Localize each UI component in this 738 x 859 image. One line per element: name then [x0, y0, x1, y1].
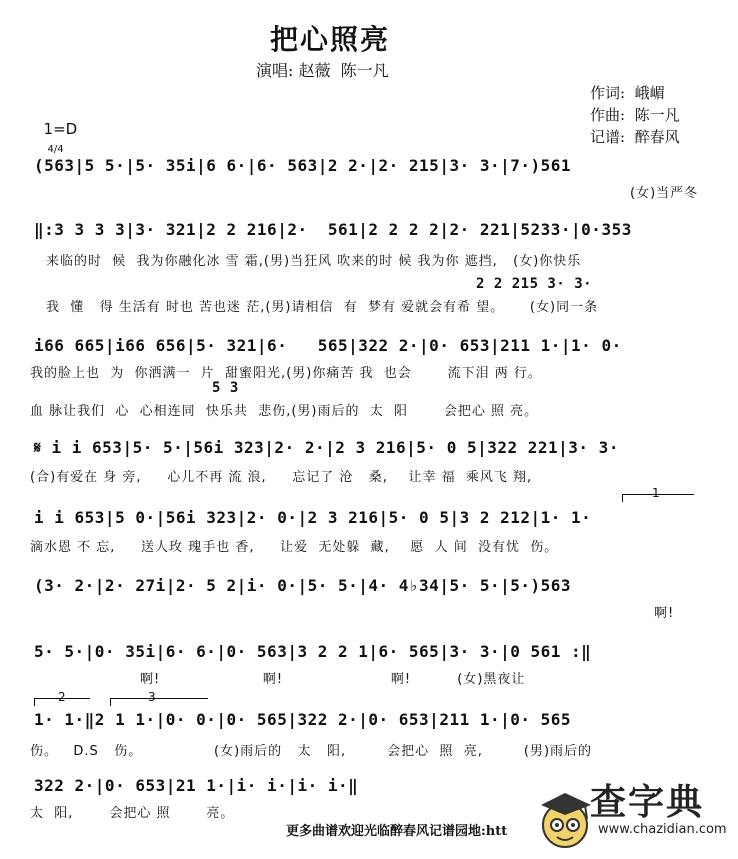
key-label: 1=D [43, 120, 78, 138]
watermark-text: 查字典 [590, 782, 705, 823]
first-ending-label: 1 [652, 486, 660, 500]
time-signature: 4/4 [47, 144, 64, 155]
notes-row: i66 665|i66 656|5· 321|6· 565|322 2·|0· 653|211 1·|1· 0· [34, 336, 622, 355]
third-ending-bracket [110, 698, 208, 699]
mascot-icon [535, 785, 597, 855]
lyrics-row: 啊! 啊! 啊! (女)黑夜让 [140, 672, 526, 687]
key-signature [34, 102, 77, 156]
lyrics-row: 伤。 D.S 伤。 (女)雨后的 太 阳, 会把心 照 亮, (男)雨后的 [30, 744, 593, 759]
notes-row: i i 653|5 0·|56i 323|2· 0·|2 3 216|5· 0 5|3 2 212|1· 1· [34, 508, 592, 527]
lyrics-row: (合)有爱在 身 旁, 心儿不再 流 浪, 忘记了 沧 桑, 让幸 福 乘风飞 翔, [30, 470, 533, 485]
transcriber-credit: 记谱: 醉春风 [590, 128, 680, 146]
lyricist-credit: 作词: 峨嵋 [590, 84, 665, 102]
notes-row: (3· 2·|2· 27i|2· 5 2|i· 0·|5· 5·|4· 4♭34|5· 5·|5·)563 [34, 576, 572, 595]
lyrics-row: 血 脉让我们 心 心相连同 快乐共 悲伤,(男)雨后的 太 阳 会把心 照 亮。 [30, 404, 539, 419]
singers-line: 演唱: 赵薇 陈一凡 [256, 61, 389, 80]
third-ending-tick [110, 698, 111, 706]
lyrics-row: 啊! [654, 606, 675, 621]
notes-row: 5 3 [212, 380, 239, 396]
notes-row: 𝄋 i i 653|5· 5·|56i 323|2· 2·|2 3 216|5· 0 5|322 221|3· 3· [34, 438, 619, 457]
notes-row: 5· 5·|0· 35i|6· 6·|0· 563|3 2 2 1|6· 565|3· 3·|0 561 :‖ [34, 642, 592, 661]
third-ending-label: 3 [148, 690, 156, 704]
watermark-url: www.chazidian.com [598, 822, 727, 837]
first-ending-tick [622, 494, 623, 502]
second-ending-tick [34, 698, 35, 706]
lyrics-row: 我的脸上也 为 你洒满一 片 甜蜜阳光,(男)你痛苦 我 也会 流下泪 两 行。 [30, 366, 542, 381]
notes-row: 1· 1·‖2 1 1·|0· 0·|0· 565|322 2·|0· 653|211 1·|0· 565 [34, 710, 572, 729]
notes-row: 2 2 215 3· 3· [476, 276, 593, 292]
song-title: 把心照亮 [270, 23, 391, 56]
footer-text: 更多曲谱欢迎光临醉春风记谱园地:htt [286, 824, 508, 839]
lyrics-row: 太 阳, 会把心 照 亮。 [30, 806, 235, 821]
notes-row: (563|5 5·|5· 35i|6 6·|6· 563|2 2·|2· 215|3· 3·|7·)561 [34, 156, 572, 175]
notes-row: 322 2·|0· 653|21 1·|i· i·|i· i·‖ [34, 776, 359, 795]
composer-credit: 作曲: 陈一凡 [590, 106, 680, 124]
lyrics-row: 滴水恩 不 忘, 送人玫 瑰手也 香, 让爱 无处躲 藏, 愿 人 间 没有忧 伤。 [30, 540, 559, 555]
notes-row: ‖:3 3 3 3|3· 321|2 2 216|2· 561|2 2 2 2|2· 221|5233·|0·353 [34, 220, 632, 239]
lyrics-row: (女)当严冬 [630, 186, 699, 201]
lyrics-row: 我 懂 得 生活有 时也 苦也迷 茫,(男)请相信 有 梦有 爱就会有希 望。 (女)同一条 [46, 300, 599, 315]
lyrics-row: 来临的时 候 我为你融化冰 雪 霜,(男)当狂风 吹来的时 候 我为你 遮挡, (女)你快乐 [46, 254, 582, 269]
second-ending-label: 2 [58, 690, 66, 704]
